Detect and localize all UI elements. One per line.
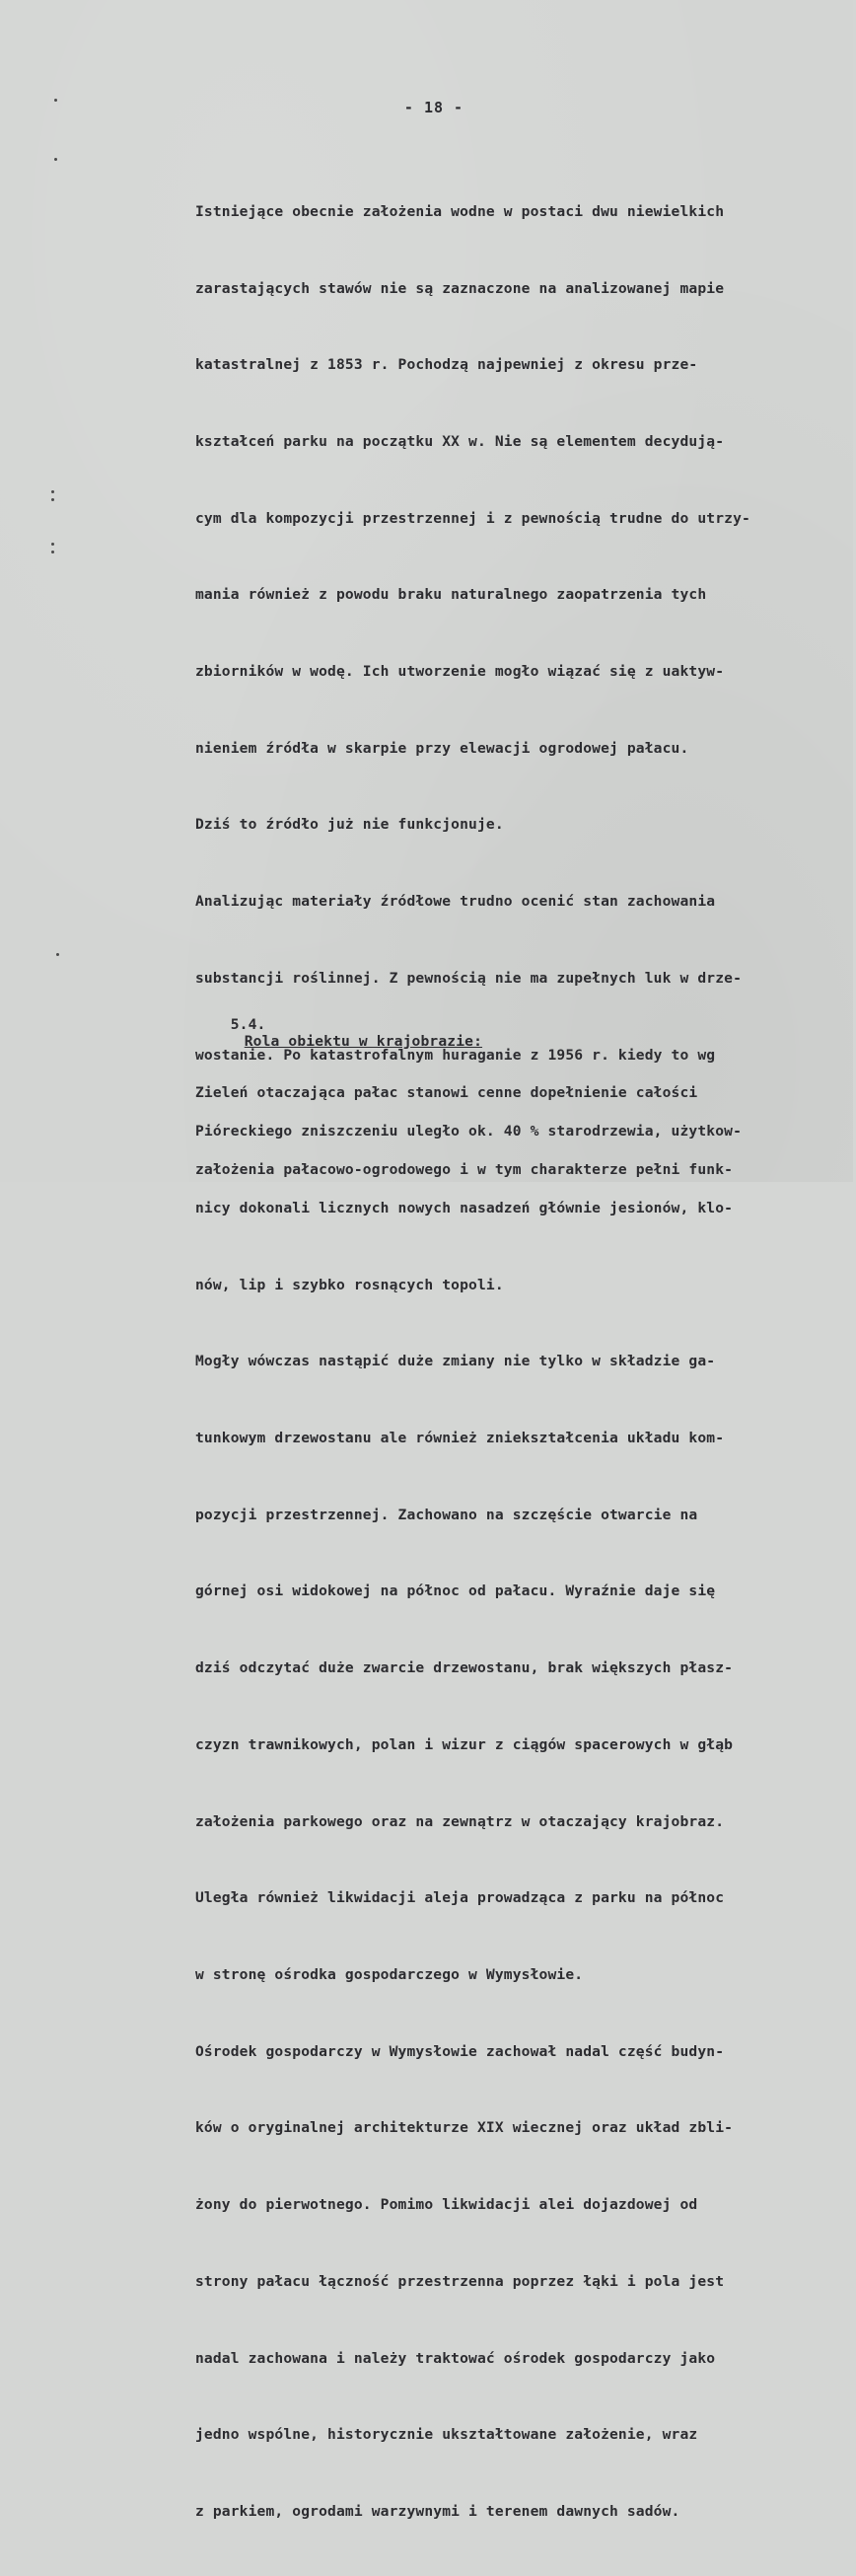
text-line: jedno wspólne, historycznie ukształtowane założenie, wraz — [195, 2426, 698, 2444]
binding-mark — [56, 953, 59, 956]
text-line: ków o oryginalnej architekturze XIX wiecznej oraz układ zbli- — [195, 2119, 734, 2137]
text-line: mania również z powodu braku naturalnego zaopatrzenia tych — [195, 586, 707, 604]
text-line: wostanie. Po katastrofalnym huraganie z 1956 r. kiedy to wg — [195, 1046, 716, 1064]
binding-mark — [51, 543, 54, 546]
text-line: założenia pałacowo-ogrodowego i w tym charakterze pełni funk- — [195, 1160, 734, 1178]
text-line: nadal zachowana i należy traktować ośrodek gospodarczy jako — [195, 2349, 716, 2367]
binding-mark — [51, 551, 54, 553]
text-line: strony pałacu łączność przestrzenna poprzez łąki i pola jest — [195, 2272, 725, 2290]
text-line: cym dla kompozycji przestrzennej i z pewnością trudne do utrzy- — [195, 509, 750, 527]
text-line: nieniem źródła w skarpie przy elewacji ogrodowej pałacu. — [195, 739, 689, 757]
text-line: w stronę ośrodka gospodarczego w Wymysłowie. — [195, 1965, 584, 1983]
text-line: Uległa również likwidacji aleja prowadząca z parku na północ — [195, 1889, 725, 1907]
binding-mark — [51, 490, 54, 493]
body-paragraph — [195, 148, 856, 2576]
text-line: górnej osi widokowej na północ od pałacu. Wyraźnie daje się — [195, 1582, 716, 1600]
page-number: - 18 - — [403, 99, 464, 116]
text-line: substancji roślinnej. Z pewnością nie ma zupełnych luk w drze- — [195, 969, 743, 987]
text-line: zbiorników w wodę. Ich utworzenie mogło wiązać się z uaktyw- — [195, 663, 725, 681]
text-line: Pióreckiego zniszczeniu uległo ok. 40 % starodrzewia, użytkow- — [195, 1123, 743, 1141]
text-line: nów, lip i szybko rosnących topoli. — [195, 1276, 504, 1293]
text-line: Istniejące obecnie założenia wodne w postaci dwu niewielkich — [195, 202, 725, 220]
text-line: Zieleń otaczająca pałac stanowi cenne dopełnienie całości — [195, 1083, 698, 1101]
text-line: nicy dokonali licznych nowych nasadzeń głównie jesionów, klo- — [195, 1199, 734, 1216]
text-line: Ośrodek gospodarczy w Wymysłowie zachował nadal część budyn- — [195, 2042, 725, 2060]
text-line: żony do pierwotnego. Pomimo likwidacji alei dojazdowej od — [195, 2196, 698, 2214]
text-line: kształceń parku na początku XX w. Nie są elementem decydują- — [195, 432, 725, 450]
text-line: katastralnej z 1853 r. Pochodzą najpewniej z okresu prze- — [195, 356, 698, 374]
text-line: Analizując materiały źródłowe trudno ocenić stan zachowania — [195, 893, 716, 911]
text-line: zarastających stawów nie są zaznaczone na analizowanej mapie — [195, 279, 725, 297]
binding-mark — [51, 498, 54, 501]
text-line: Dziś to źródło już nie funkcjonuje. — [195, 816, 504, 834]
binding-mark — [54, 99, 57, 102]
text-line: Mogły wówczas nastąpić duże zmiany nie tylko w składzie ga- — [195, 1353, 716, 1370]
text-line: z parkiem, ogrodami warzywnymi i terenem dawnych sadów. — [195, 2502, 680, 2520]
section-title: Rola obiektu w krajobrazie: — [244, 1033, 483, 1050]
section-number: 5.4. — [230, 1016, 266, 1033]
text-line: pozycji przestrzennej. Zachowano na szczęście otwarcie na — [195, 1506, 698, 1523]
text-line: założenia parkowego oraz na zewnątrz w otaczający krajobraz. — [195, 1812, 725, 1830]
text-line: dziś odczytać duże zwarcie drzewostanu, brak większych płasz- — [195, 1659, 734, 1677]
binding-mark — [54, 158, 57, 161]
section-paragraph — [195, 1029, 856, 1233]
text-line: tunkowym drzewostanu ale również zniekształcenia układu kom- — [195, 1430, 725, 1447]
text-line: czyzn trawnikowych, polan i wizur z ciągów spacerowych w głąb — [195, 1735, 734, 1753]
